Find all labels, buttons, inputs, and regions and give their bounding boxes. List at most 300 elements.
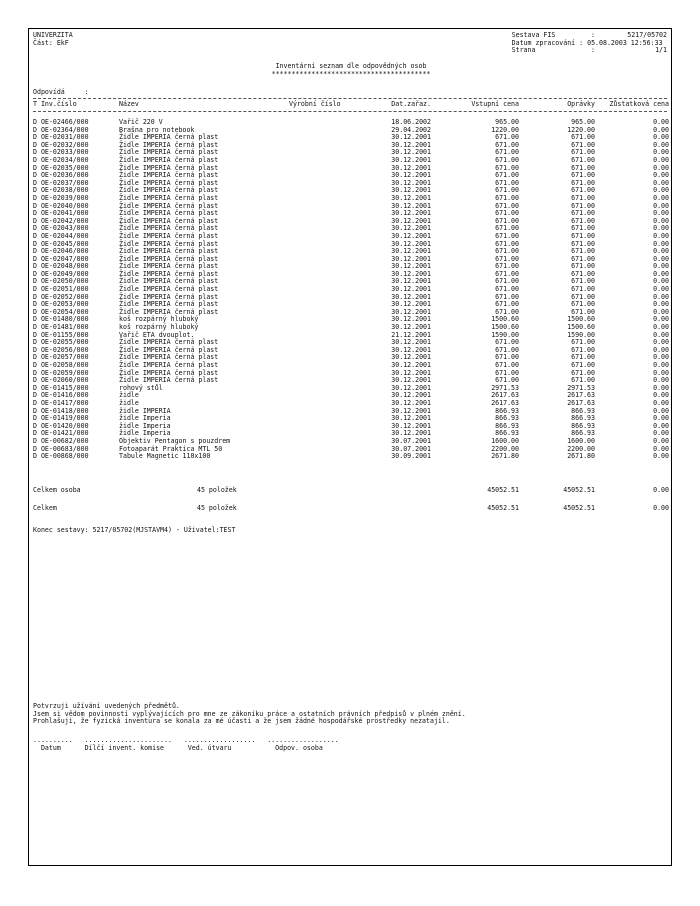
report-end-text: Konec sestavy: 5217/05702(MJSTAVM4) - Uživatel:TEST: [33, 526, 236, 534]
row-input-price: 2971.53: [491, 383, 519, 392]
row-date: 30.12.2001: [391, 307, 431, 316]
row-inv-number: D OE-01417/000: [33, 398, 89, 407]
row-residual-value: 0.00: [653, 171, 669, 180]
row-name: Židle IMPERIA černá plast: [119, 376, 219, 385]
row-date: 30.12.2001: [391, 148, 431, 157]
row-inv-number: D OE-02050/000: [33, 277, 89, 286]
row-inv-number: D OE-02043/000: [33, 224, 89, 233]
row-date: 30.12.2001: [391, 269, 431, 278]
row-date: 30.07.2001: [391, 444, 431, 453]
row-name: židle Imperia: [119, 429, 171, 438]
divider: [33, 98, 667, 99]
row-inv-number: D OE-00682/000: [33, 436, 89, 445]
row-residual-value: 0.00: [653, 247, 669, 256]
row-name: Židle IMPERIA černá plast: [119, 239, 219, 248]
row-inv-number: D OE-02045/000: [33, 239, 89, 248]
inventory-report-page: [28, 28, 672, 866]
row-depreciation: 671.00: [571, 353, 595, 362]
row-name: Židle IMPERIA černá plast: [119, 247, 219, 256]
row-residual-value: 0.00: [653, 323, 669, 332]
row-date: 30.12.2001: [391, 353, 431, 362]
column-headers: [33, 101, 667, 109]
row-input-price: 671.00: [495, 224, 519, 233]
row-depreciation: 671.00: [571, 338, 595, 347]
row-input-price: 2617.63: [491, 391, 519, 400]
row-input-price: 1220.00: [491, 125, 519, 134]
row-date: 30.12.2001: [391, 383, 431, 392]
row-residual-value: 0.00: [653, 178, 669, 187]
row-inv-number: D OE-02056/000: [33, 345, 89, 354]
divider: [33, 111, 667, 112]
row-depreciation: 671.00: [571, 368, 595, 377]
row-residual-value: 0.00: [653, 118, 669, 126]
row-input-price: 1500.60: [491, 323, 519, 332]
row-residual-value: 0.00: [653, 277, 669, 286]
row-input-price: 1500.60: [491, 315, 519, 324]
row-depreciation: 671.00: [571, 239, 595, 248]
row-depreciation: 671.00: [571, 345, 595, 354]
row-residual-value: 0.00: [653, 330, 669, 339]
row-date: 29.04.2002: [391, 125, 431, 134]
row-inv-number: D OE-02364/000: [33, 125, 89, 134]
row-residual-value: 0.00: [653, 285, 669, 294]
row-date: 30.12.2001: [391, 171, 431, 180]
row-depreciation: 671.00: [571, 361, 595, 369]
row-date: 30.12.2001: [391, 201, 431, 210]
col-name: Název: [119, 100, 139, 108]
row-date: 30.12.2001: [391, 216, 431, 225]
row-inv-number: D OE-01421/000: [33, 429, 89, 438]
row-input-price: 671.00: [495, 368, 519, 377]
row-depreciation: 671.00: [571, 133, 595, 142]
row-residual-value: 0.00: [653, 125, 669, 134]
declaration-line-1: Potvrzuji užívání uvedených předmětů.: [33, 702, 180, 710]
row-name: Židle IMPERIA černá plast: [119, 368, 219, 377]
row-residual-value: 0.00: [653, 353, 669, 362]
row-inv-number: D OE-01415/000: [33, 383, 89, 392]
row-residual-value: 0.00: [653, 193, 669, 202]
row-date: 30.12.2001: [391, 361, 431, 369]
row-depreciation: 866.93: [571, 406, 595, 415]
row-date: 30.12.2001: [391, 163, 431, 172]
row-input-price: 866.93: [495, 406, 519, 415]
row-depreciation: 866.93: [571, 429, 595, 438]
row-residual-value: 0.00: [653, 239, 669, 248]
row-name: Židle IMPERIA černá plast: [119, 216, 219, 225]
row-input-price: 671.00: [495, 262, 519, 271]
row-input-price: 1600.00: [491, 436, 519, 445]
row-input-price: 671.00: [495, 163, 519, 172]
row-depreciation: 2617.63: [567, 391, 595, 400]
row-input-price: 2617.63: [491, 398, 519, 407]
row-name: Židle IMPERIA černá plast: [119, 201, 219, 210]
row-residual-value: 0.00: [653, 163, 669, 172]
row-residual-value: 0.00: [653, 406, 669, 415]
row-date: 18.06.2002: [391, 118, 431, 126]
row-date: 30.12.2001: [391, 247, 431, 256]
page-number-line: Strana : 1/1: [511, 46, 667, 55]
row-name: Fotoaparát Praktica MTL 50: [119, 444, 223, 453]
page-number-label: Strana: [511, 46, 536, 55]
row-date: 30.12.2001: [391, 429, 431, 438]
row-name: Židle IMPERIA černá plast: [119, 292, 219, 301]
row-residual-value: 0.00: [653, 254, 669, 263]
row-depreciation: 671.00: [571, 262, 595, 271]
row-name: Židle IMPERIA černá plast: [119, 193, 219, 202]
row-depreciation: 671.00: [571, 254, 595, 263]
row-depreciation: 1500.60: [567, 323, 595, 332]
row-input-price: 671.00: [495, 307, 519, 316]
row-name: Židle IMPERIA černá plast: [119, 338, 219, 347]
row-inv-number: D OE-01419/000: [33, 414, 89, 423]
row-inv-number: D OE-02051/000: [33, 285, 89, 294]
row-input-price: 1590.00: [491, 330, 519, 339]
row-date: 21.12.2001: [391, 330, 431, 339]
signature-labels: Datum Dílčí invent. komise Ved. útvaru Odpov. osoba: [33, 744, 323, 752]
row-depreciation: 671.00: [571, 300, 595, 309]
row-inv-number: D OE-02034/000: [33, 155, 89, 164]
row-residual-value: 0.00: [653, 224, 669, 233]
responsible-person: Odpovídá :: [33, 88, 89, 96]
row-residual-value: 0.00: [653, 383, 669, 392]
summary-total-residual: 0.00: [653, 504, 669, 512]
row-depreciation: 671.00: [571, 277, 595, 286]
row-inv-number: D OE-00683/000: [33, 444, 89, 453]
report-title-underline: ****************************************: [271, 69, 431, 78]
row-depreciation: 671.00: [571, 140, 595, 149]
summary-total-depreciation: 45052.51: [563, 504, 595, 512]
row-name: Židle IMPERIA černá plast: [119, 186, 219, 195]
row-name: Židle IMPERIA černá plast: [119, 224, 219, 233]
row-name: rohový stůl: [119, 383, 163, 392]
row-inv-number: D OE-01480/000: [33, 315, 89, 324]
row-depreciation: 1500.60: [567, 315, 595, 324]
row-name: koš rozpárný hluboký: [119, 323, 199, 332]
row-date: 30.12.2001: [391, 398, 431, 407]
row-inv-number: D OE-02057/000: [33, 353, 89, 362]
row-name: Vařič ETA dvouplot.: [119, 330, 195, 339]
row-residual-value: 0.00: [653, 421, 669, 430]
row-residual-value: 0.00: [653, 315, 669, 324]
row-depreciation: 1600.00: [567, 436, 595, 445]
row-depreciation: 671.00: [571, 186, 595, 195]
row-input-price: 2671.80: [491, 452, 519, 461]
responsible-label: Odpovídá: [33, 88, 65, 96]
report-id-label: Sestava FIS: [511, 31, 556, 39]
row-name: Židle IMPERIA černá plast: [119, 307, 219, 316]
row-residual-value: 0.00: [653, 376, 669, 385]
row-residual-value: 0.00: [653, 209, 669, 218]
row-depreciation: 671.00: [571, 178, 595, 187]
row-input-price: 671.00: [495, 269, 519, 278]
row-date: 30.12.2001: [391, 277, 431, 286]
summary-person-input-price: 45052.51: [487, 486, 519, 494]
row-input-price: 671.00: [495, 292, 519, 301]
row-depreciation: 671.00: [571, 163, 595, 172]
row-date: 30.12.2001: [391, 178, 431, 187]
row-date: 30.12.2001: [391, 254, 431, 263]
row-date: 30.12.2001: [391, 376, 431, 385]
row-name: Tabule Magnetic 110x100: [119, 452, 211, 461]
row-inv-number: D OE-02036/000: [33, 171, 89, 180]
row-residual-value: 0.00: [653, 186, 669, 195]
col-depreciation: Oprávky: [567, 100, 595, 108]
row-inv-number: D OE-02039/000: [33, 193, 89, 202]
row-name: židle IMPERIA: [119, 406, 171, 415]
row-input-price: 671.00: [495, 171, 519, 180]
row-input-price: 671.00: [495, 193, 519, 202]
row-depreciation: 671.00: [571, 292, 595, 301]
row-name: Židle IMPERIA černá plast: [119, 209, 219, 218]
row-name: Objektiv Pentagon s pouzdrem: [119, 436, 231, 445]
declaration: [33, 703, 466, 726]
row-input-price: 671.00: [495, 231, 519, 240]
row-name: Židle IMPERIA černá plast: [119, 353, 219, 362]
row-depreciation: 671.00: [571, 376, 595, 385]
row-depreciation: 1590.00: [567, 330, 595, 339]
row-residual-value: 0.00: [653, 368, 669, 377]
report-id-value: 5217/05702: [627, 31, 667, 39]
row-date: 30.12.2001: [391, 300, 431, 309]
row-input-price: 671.00: [495, 201, 519, 210]
row-date: 30.12.2001: [391, 292, 431, 301]
row-input-price: 671.00: [495, 353, 519, 362]
row-name: židle: [119, 398, 139, 407]
row-input-price: 671.00: [495, 216, 519, 225]
col-input-price: Vstupní cena: [471, 100, 519, 108]
row-residual-value: 0.00: [653, 414, 669, 423]
row-inv-number: D OE-02054/000: [33, 307, 89, 316]
row-residual-value: 0.00: [653, 231, 669, 240]
row-residual-value: 0.00: [653, 429, 669, 438]
row-residual-value: 0.00: [653, 133, 669, 142]
inventory-table: [33, 119, 667, 461]
summary-total-label: Celkem: [33, 504, 57, 512]
row-input-price: 671.00: [495, 345, 519, 354]
row-residual-value: 0.00: [653, 300, 669, 309]
row-date: 30.12.2001: [391, 186, 431, 195]
row-name: Židle IMPERIA černá plast: [119, 269, 219, 278]
declaration-line-3: Prohlašuji, že fyzická inventura se konala za mé účasti a že jsem žádné hospodářské prostředky nezatajil.: [33, 717, 450, 726]
row-name: Židle IMPERIA černá plast: [119, 300, 219, 309]
row-input-price: 671.00: [495, 338, 519, 347]
row-name: židle Imperia: [119, 414, 171, 423]
report-title: [29, 63, 673, 78]
row-depreciation: 2617.63: [567, 398, 595, 407]
row-inv-number: D OE-02033/000: [33, 148, 89, 157]
row-name: Židle IMPERIA černá plast: [119, 171, 219, 180]
row-date: 30.12.2001: [391, 224, 431, 233]
row-inv-number: D OE-02041/000: [33, 209, 89, 218]
summary-person-count: 45 položek: [197, 486, 237, 494]
declaration-line-2: Jsem si vědom povinností vyplývajících pro mne ze zákoníku práce a ostatních právních předpisů v plném znění.: [33, 709, 466, 718]
row-residual-value: 0.00: [653, 140, 669, 149]
processing-date-label: Datum zpracování: [511, 38, 576, 47]
row-depreciation: 671.00: [571, 285, 595, 294]
row-input-price: 671.00: [495, 239, 519, 248]
row-depreciation: 2671.80: [567, 452, 595, 461]
table-row: [33, 453, 667, 461]
row-depreciation: 2971.53: [567, 383, 595, 392]
row-residual-value: 0.00: [653, 155, 669, 164]
row-depreciation: 671.00: [571, 148, 595, 157]
row-inv-number: D OE-02052/000: [33, 292, 89, 301]
row-inv-number: D OE-02049/000: [33, 269, 89, 278]
row-depreciation: 671.00: [571, 247, 595, 256]
row-date: 30.12.2001: [391, 345, 431, 354]
row-date: 30.12.2001: [391, 262, 431, 271]
row-date: 30.12.2001: [391, 323, 431, 332]
row-depreciation: 671.00: [571, 224, 595, 233]
row-input-price: 866.93: [495, 414, 519, 423]
organization-name: UNIVERZITA: [33, 31, 73, 39]
row-inv-number: D OE-01416/000: [33, 391, 89, 400]
row-inv-number: D OE-02466/000: [33, 118, 89, 126]
row-depreciation: 671.00: [571, 209, 595, 218]
row-inv-number: D OE-02032/000: [33, 140, 89, 149]
row-date: 30.12.2001: [391, 209, 431, 218]
row-input-price: 866.93: [495, 421, 519, 430]
row-input-price: 671.00: [495, 148, 519, 157]
row-name: Židle IMPERIA černá plast: [119, 254, 219, 263]
col-residual-value: Zůstatková cena: [609, 100, 669, 108]
row-inv-number: D OE-01418/000: [33, 406, 89, 415]
row-depreciation: 671.00: [571, 231, 595, 240]
row-residual-value: 0.00: [653, 292, 669, 301]
row-date: 30.07.2001: [391, 436, 431, 445]
row-date: 30.12.2001: [391, 239, 431, 248]
row-date: 30.12.2001: [391, 406, 431, 415]
row-input-price: 671.00: [495, 186, 519, 195]
row-residual-value: 0.00: [653, 452, 669, 461]
row-date: 30.12.2001: [391, 285, 431, 294]
row-depreciation: 671.00: [571, 307, 595, 316]
row-depreciation: 2200.00: [567, 444, 595, 453]
row-date: 30.12.2001: [391, 414, 431, 423]
summary-person: [33, 487, 667, 495]
row-input-price: 671.00: [495, 209, 519, 218]
row-inv-number: D OE-02048/000: [33, 262, 89, 271]
row-residual-value: 0.00: [653, 361, 669, 369]
row-name: Židle IMPERIA černá plast: [119, 178, 219, 187]
row-name: Židle IMPERIA černá plast: [119, 285, 219, 294]
row-inv-number: D OE-02037/000: [33, 178, 89, 187]
row-input-price: 2200.00: [491, 444, 519, 453]
summary-total: [33, 505, 667, 513]
row-date: 30.12.2001: [391, 155, 431, 164]
row-date: 30.12.2001: [391, 133, 431, 142]
row-input-price: 671.00: [495, 376, 519, 385]
row-inv-number: D OE-02035/000: [33, 163, 89, 172]
row-date: 30.12.2001: [391, 193, 431, 202]
row-name: Brašna pro notebook: [119, 125, 195, 134]
row-input-price: 671.00: [495, 247, 519, 256]
row-input-price: 866.93: [495, 429, 519, 438]
report-id-line: Sestava FIS : 5217/05702: [511, 31, 667, 39]
row-residual-value: 0.00: [653, 216, 669, 225]
row-date: 30.12.2001: [391, 391, 431, 400]
row-input-price: 671.00: [495, 277, 519, 286]
summary-total-input-price: 45052.51: [487, 504, 519, 512]
report-title-text: Inventární seznam dle odpovědných osob: [275, 62, 427, 70]
processing-date-value: 05.08.2003 12:56:33: [587, 38, 663, 47]
row-date: 30.12.2001: [391, 368, 431, 377]
row-inv-number: D OE-02046/000: [33, 247, 89, 256]
row-name: Vařič 220 V: [119, 118, 163, 126]
row-residual-value: 0.00: [653, 201, 669, 210]
row-depreciation: 671.00: [571, 193, 595, 202]
row-input-price: 671.00: [495, 178, 519, 187]
row-inv-number: D OE-02053/000: [33, 300, 89, 309]
signature-lines: .......... ...................... .................. ..................: [33, 736, 339, 744]
row-inv-number: D OE-02038/000: [33, 186, 89, 195]
row-inv-number: D OE-02044/000: [33, 231, 89, 240]
summary-total-count: 45 položek: [197, 504, 237, 512]
row-residual-value: 0.00: [653, 148, 669, 157]
page-number-value: 1/1: [655, 46, 667, 55]
report-info: [512, 32, 667, 55]
row-name: Židle IMPERIA černá plast: [119, 163, 219, 172]
row-inv-number: D OE-00868/000: [33, 452, 89, 461]
row-date: 30.12.2001: [391, 140, 431, 149]
row-input-price: 671.00: [495, 254, 519, 263]
col-inv-number: T Inv.číslo: [33, 100, 77, 108]
row-inv-number: D OE-01420/000: [33, 421, 89, 430]
row-inv-number: D OE-02060/000: [33, 376, 89, 385]
row-depreciation: 866.93: [571, 421, 595, 430]
row-depreciation: 866.93: [571, 414, 595, 423]
processing-date-line: Datum zpracování : 05.08.2003 12:56:33: [511, 38, 663, 47]
row-inv-number: D OE-02031/000: [33, 133, 89, 142]
row-name: Židle IMPERIA černá plast: [119, 133, 219, 142]
row-inv-number: D OE-02047/000: [33, 254, 89, 263]
row-input-price: 671.00: [495, 300, 519, 309]
row-depreciation: 671.00: [571, 155, 595, 164]
organization-header: [33, 32, 73, 47]
summary-person-residual: 0.00: [653, 486, 669, 494]
row-depreciation: 1220.00: [567, 125, 595, 134]
row-date: 30.12.2001: [391, 338, 431, 347]
row-inv-number: D OE-02042/000: [33, 216, 89, 225]
row-residual-value: 0.00: [653, 398, 669, 407]
row-inv-number: D OE-02059/000: [33, 368, 89, 377]
row-name: Židle IMPERIA černá plast: [119, 155, 219, 164]
row-date: 30.12.2001: [391, 315, 431, 324]
row-name: židle Imperia: [119, 421, 171, 430]
row-residual-value: 0.00: [653, 262, 669, 271]
row-input-price: 671.00: [495, 285, 519, 294]
row-date: 30.09.2001: [391, 452, 431, 461]
row-inv-number: D OE-01155/000: [33, 330, 89, 339]
col-serial: Výrobní číslo: [289, 100, 341, 108]
row-residual-value: 0.00: [653, 269, 669, 278]
row-depreciation: 671.00: [571, 201, 595, 210]
row-name: Židle IMPERIA černá plast: [119, 231, 219, 240]
row-residual-value: 0.00: [653, 345, 669, 354]
row-depreciation: 671.00: [571, 216, 595, 225]
col-date: Dat.zařaz.: [391, 100, 431, 108]
row-inv-number: D OE-01481/000: [33, 323, 89, 332]
row-depreciation: 671.00: [571, 171, 595, 180]
row-name: židle: [119, 391, 139, 400]
row-input-price: 671.00: [495, 140, 519, 149]
summary-person-depreciation: 45052.51: [563, 486, 595, 494]
row-residual-value: 0.00: [653, 436, 669, 445]
organization-part: Část: EkF: [33, 38, 69, 47]
row-date: 30.12.2001: [391, 231, 431, 240]
row-date: 30.12.2001: [391, 421, 431, 430]
row-depreciation: 671.00: [571, 269, 595, 278]
